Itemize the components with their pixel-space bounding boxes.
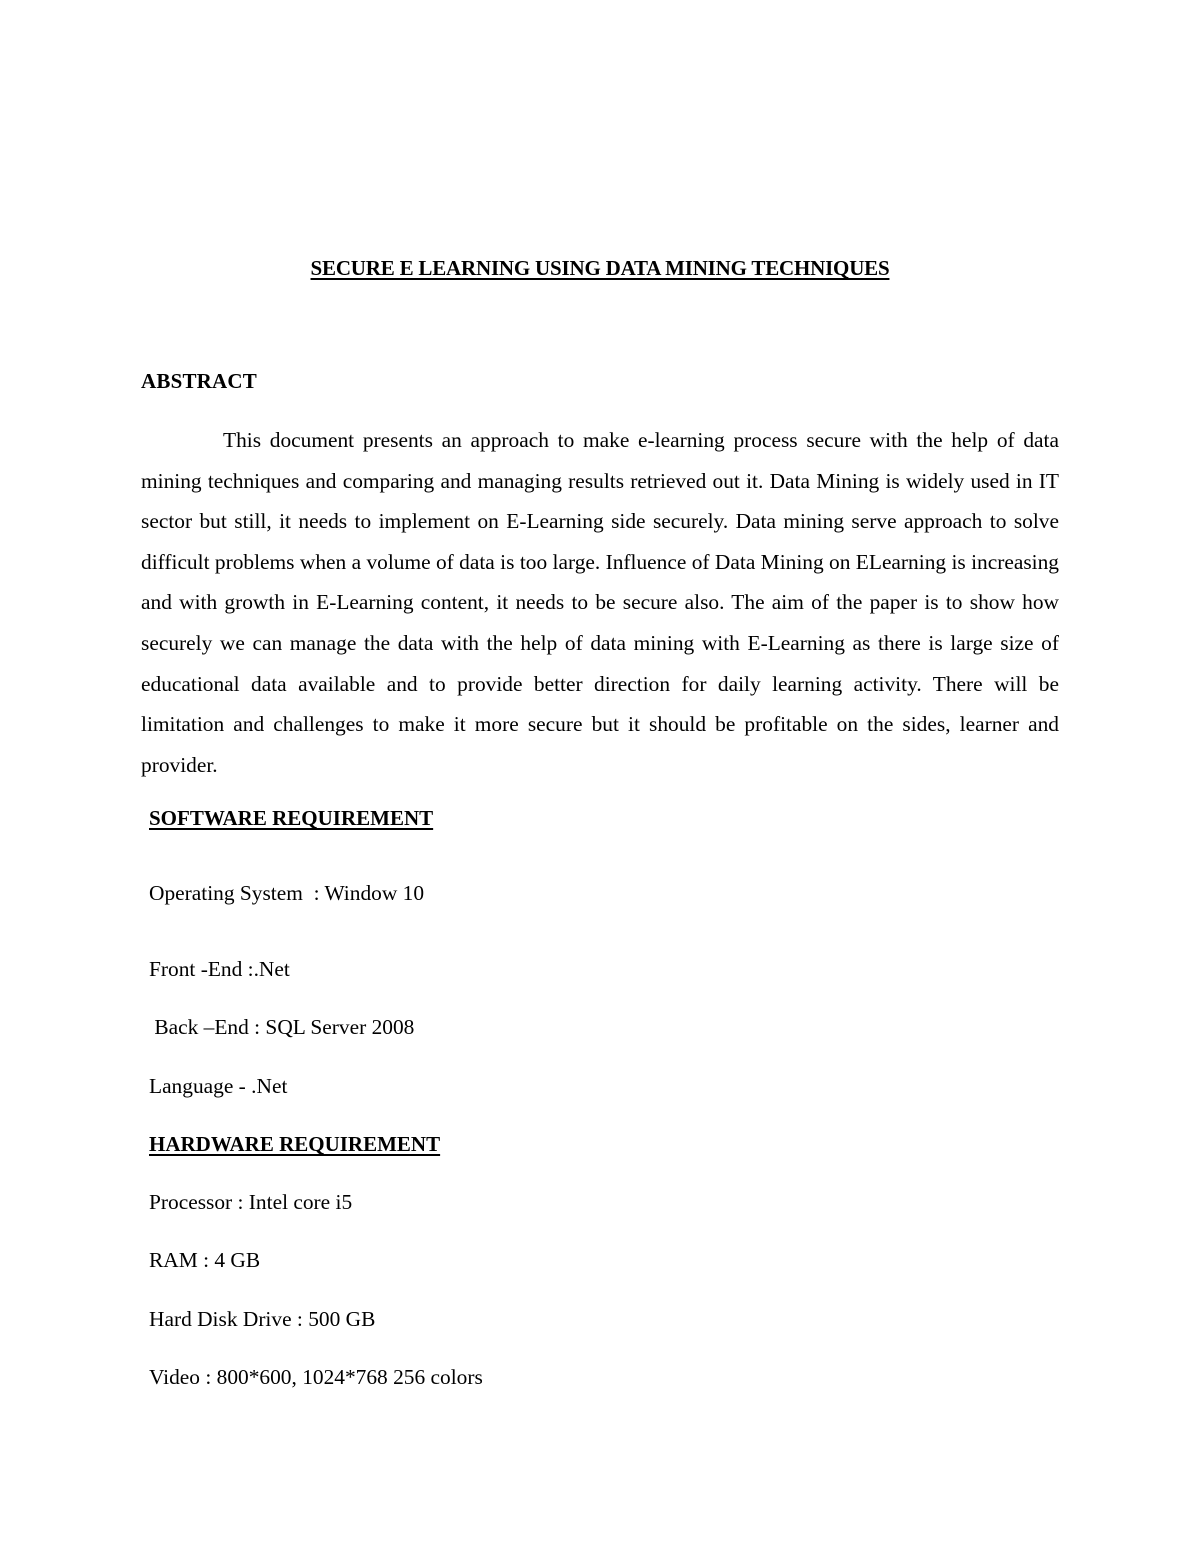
software-item-back-end: Back –End : SQL Server 2008 — [149, 1015, 415, 1039]
software-requirement-heading: SOFTWARE REQUIREMENT — [149, 806, 434, 830]
hardware-item-video: Video : 800*600, 1024*768 256 colors — [149, 1365, 483, 1389]
software-item-language: Language - .Net — [149, 1074, 288, 1098]
hardware-item-processor: Processor : Intel core i5 — [149, 1190, 353, 1214]
hardware-item-hard-disk: Hard Disk Drive : 500 GB — [149, 1307, 376, 1331]
software-item-front-end: Front -End :.Net — [149, 957, 290, 981]
abstract-paragraph: This document presents an approach to make e-learning process secure with the help of data mining techniques and comparing and managing results retrieved out it. Data Mining is widely used in IT sector but still, it needs to implement on E-Learning side securely. Data mining serve approach to solve difficult problems when a volume of data is too large. Influence of Data Mining on ELearning is increasing and with growth in E-Learning content, it needs to be secure also. The aim of the paper is to show how securely we can manage the data with the help of data mining with E-Learning as there is large size of educational data available and to provide better direction for daily learning activity. There will be limitation and challenges to make it more secure but it should be profitable on the sides, learner and provider. — [141, 428, 1059, 777]
abstract-heading: ABSTRACT — [141, 369, 257, 393]
hardware-requirement-heading: HARDWARE REQUIREMENT — [149, 1132, 441, 1156]
hardware-item-ram: RAM : 4 GB — [149, 1248, 261, 1272]
software-item-operating-system: Operating System : Window 10 — [149, 881, 425, 905]
document-title: SECURE E LEARNING USING DATA MINING TECHNIQUES — [310, 256, 890, 280]
